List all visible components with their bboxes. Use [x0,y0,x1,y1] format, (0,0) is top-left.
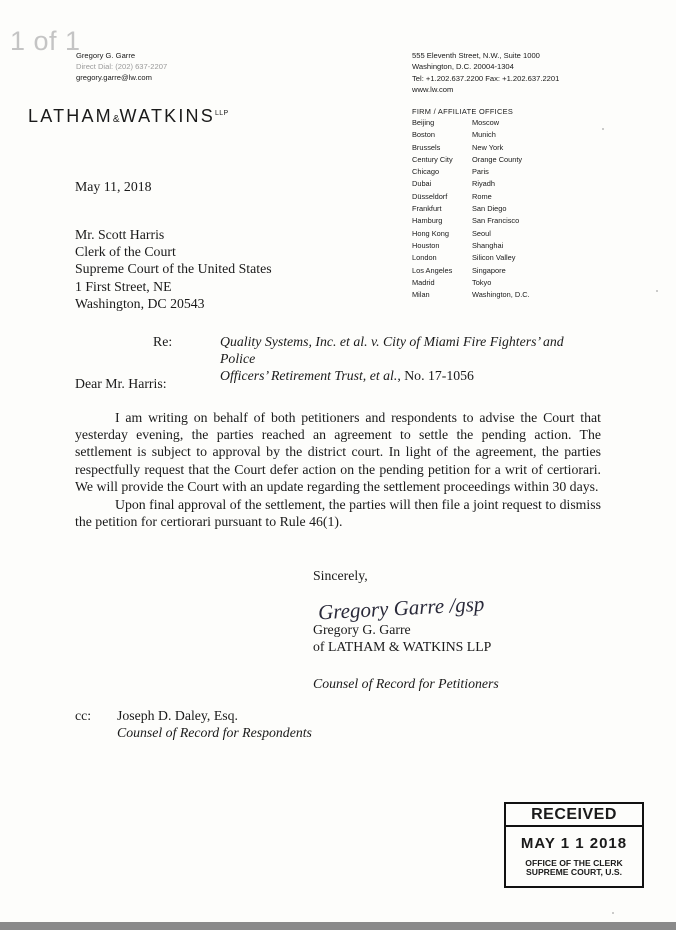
office-city: Washington, D.C. [472,290,530,300]
recipient-block [75,226,272,312]
office-city: Munich [472,130,496,140]
office-city: Moscow [472,118,500,127]
firm-city: Washington, D.C. 20004-1304 [412,62,514,72]
office-city: London [412,253,437,263]
recipient-line: Mr. Scott Harris [75,227,165,242]
recipient-line: Clerk of the Court [75,244,176,260]
office-city: Hong Kong [412,228,449,238]
office-city: Silicon Valley [472,253,516,263]
closing: Sincerely, [313,568,368,583]
stamp-office-line-1: OFFICE OF THE CLERK [525,857,623,868]
scan-bottom-edge [0,922,676,930]
office-city: Chicago [412,167,440,177]
office-city: Frankfurt [412,204,442,214]
office-city: Rome [472,191,492,201]
sender-info [76,50,167,83]
office-city: Tokyo [472,277,492,287]
signer-name: Gregory G. Garre [313,622,411,637]
logo-suffix: LLP [214,110,229,117]
body-paragraph-2: Upon final approval of the settlement, the parties will then file a joint request to dismiss the petition for certiorari pursuant to Rule 46(1). [75,497,601,530]
sender-direct-dial: Direct Dial: (202) 637-2207 [76,62,168,71]
scan-speck [602,128,604,130]
office-city: Brussels [412,142,441,152]
sender-email: gregory.garre@lw.com [76,73,152,82]
office-city: Düsseldorf [412,191,448,201]
offices-grid [412,117,552,301]
sender-name: Gregory G. Garre [76,51,136,60]
firm-website: www.lw.com [412,85,454,95]
logo-right: WATKINS [119,106,215,126]
re-label: Re: [153,334,173,349]
office-city: Madrid [412,277,435,287]
stamp-divider [506,825,642,827]
office-city: Houston [412,240,440,250]
office-city: Los Angeles [412,265,453,275]
office-city: Riyadh [472,179,496,189]
office-city: Milan [412,290,430,300]
logo-left: LATHAM [28,106,113,126]
signer-firm: of LATHAM & WATKINS LLP [313,639,492,655]
offices-list [412,107,552,301]
re-case-line-1: Quality Systems, Inc. et al. v. City of Miami Fire Fighters’ and Police [220,334,564,367]
logo-amp: & [112,114,120,125]
offices-heading: FIRM / AFFILIATE OFFICES [412,107,514,116]
firm-address [412,50,559,96]
office-city: Beijing [412,118,435,127]
office-city: San Diego [472,204,507,214]
stamp-office-line-2: SUPREME COURT, U.S. [526,867,622,877]
office-city: New York [472,142,504,152]
letter-date: May 11, 2018 [75,179,152,194]
scan-speck [656,290,658,292]
re-subject [220,333,600,385]
recipient-line: 1 First Street, NE [75,278,172,294]
office-city: San Francisco [472,216,520,226]
handwritten-signature: Gregory Garre /gsp [317,591,485,625]
firm-logo [28,106,229,127]
signer-block [313,621,491,655]
office-city: Hamburg [412,216,443,226]
salutation: Dear Mr. Harris: [75,376,167,391]
office-city: Dubai [412,179,432,189]
received-stamp [504,802,644,888]
firm-phone-fax: Tel: +1.202.637.2200 Fax: +1.202.637.2201 [412,73,560,83]
cc-block [117,707,312,741]
stamp-date: MAY 1 1 2018 [520,834,628,852]
re-case-number: , No. 17-1056 [397,368,474,384]
office-city: Singapore [472,265,506,275]
office-city: Century City [412,154,453,164]
cc-name: Joseph D. Daley, Esq. [117,708,238,723]
office-city: Boston [412,130,436,140]
office-city: Seoul [472,228,491,238]
office-city: Paris [472,167,489,177]
signer-role: Counsel of Record for Petitioners [313,676,499,691]
stamp-office [506,859,642,878]
cc-role: Counsel of Record for Respondents [117,725,312,741]
recipient-line: Supreme Court of the United States [75,261,272,277]
re-case-line-2: Officers’ Retirement Trust, et al. [220,368,398,384]
office-city: Orange County [472,154,523,164]
office-city: Shanghai [472,240,504,250]
scan-speck [612,912,614,914]
body-paragraph-1: I am writing on behalf of both petitioners and respondents to advise the Court that yesterday evening, the parties reached an agreement to settle the pending action. The settlement is subject to approval by the district court. In light of the agreement, the parties respectfully request that the Court defer action on the pending petition for a writ of certiorari. We will provide the Court with an update regarding the settlement proceedings within 30 days. [75,410,601,494]
stamp-title: RECEIVED [531,806,617,823]
page-counter: 1 of 1 [10,26,81,56]
recipient-line: Washington, DC 20543 [75,295,205,311]
cc-label: cc: [75,708,92,723]
firm-street: 555 Eleventh Street, N.W., Suite 1000 [412,51,540,60]
